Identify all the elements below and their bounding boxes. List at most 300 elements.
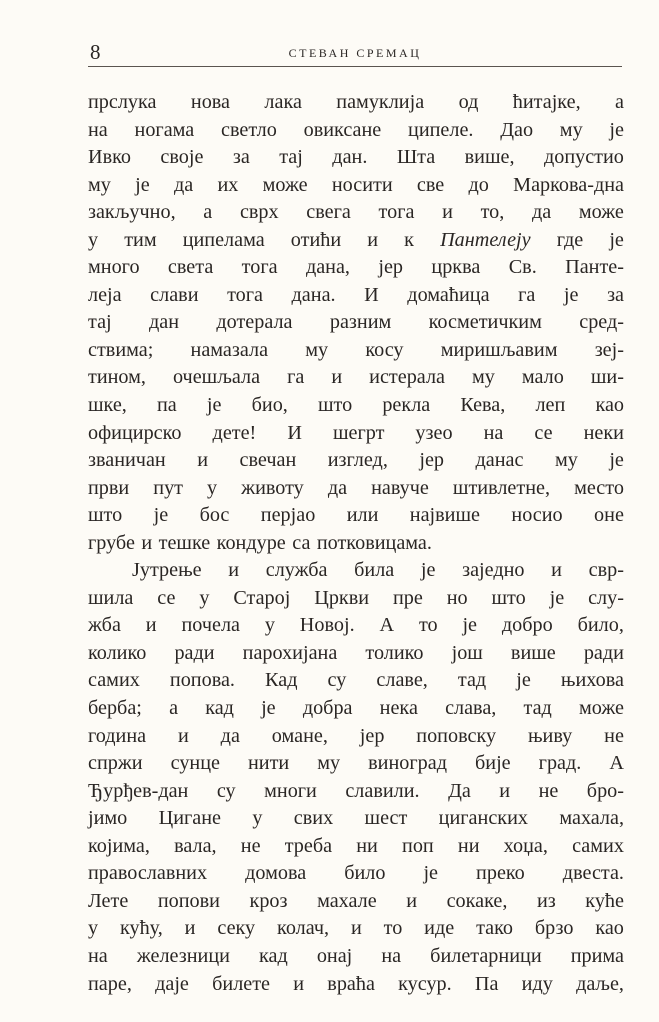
word: самих: [572, 834, 624, 857]
word: а: [615, 91, 624, 113]
word: на: [88, 944, 108, 967]
word: добро: [501, 614, 553, 637]
word: тад: [457, 669, 487, 692]
word: слава,: [445, 697, 497, 720]
word: шегрт: [332, 421, 385, 444]
word: махале: [317, 889, 377, 912]
word: на: [88, 118, 108, 141]
word: И: [364, 283, 379, 306]
word: треба: [284, 834, 333, 857]
word: двеста.: [562, 862, 624, 885]
word: Цигане: [158, 807, 222, 830]
word: домаћица: [407, 283, 490, 306]
text-line: [88, 254, 624, 282]
word: Јутрење: [132, 559, 202, 582]
word: у: [88, 917, 99, 940]
word: дана.: [291, 283, 336, 306]
word: била: [354, 559, 395, 582]
word: лака: [264, 91, 302, 113]
word: га: [287, 366, 305, 389]
text-line: [88, 723, 624, 751]
text-line: [88, 860, 624, 888]
word: су: [327, 669, 347, 692]
word: тога: [241, 256, 278, 279]
word: Кад: [265, 669, 298, 692]
word: Лете: [88, 889, 129, 912]
word: је: [549, 586, 565, 609]
word: берба;: [88, 697, 142, 720]
word: секу: [217, 917, 256, 940]
page-header: [88, 38, 622, 67]
running-head: СТЕВАН СРЕМАЦ: [288, 46, 422, 60]
word: било,: [577, 614, 624, 637]
word: тога: [378, 201, 415, 224]
word: и: [350, 917, 362, 940]
word: ни: [457, 834, 480, 857]
word: је: [261, 697, 276, 720]
word: циганских: [438, 807, 528, 830]
word: брзо: [534, 917, 574, 940]
word: памуклија: [336, 91, 425, 113]
text-line: [88, 89, 624, 117]
word: тешке: [158, 531, 211, 554]
word: ради: [583, 641, 624, 664]
word: иду: [521, 972, 553, 995]
word: га: [518, 283, 536, 306]
text-line: [88, 750, 624, 778]
word: Да: [448, 779, 471, 802]
word: као: [595, 917, 624, 940]
word: и: [499, 779, 511, 802]
word: свр-: [588, 559, 624, 582]
word: њихова: [560, 669, 624, 692]
text-line: [88, 227, 624, 255]
word: данас: [475, 449, 524, 472]
word: много: [88, 256, 140, 279]
word: то,: [480, 201, 505, 224]
word: добра: [302, 697, 353, 720]
word: на: [381, 944, 402, 967]
word: Старој: [233, 586, 291, 609]
word: дан.: [332, 146, 368, 169]
word: слу-: [588, 586, 624, 609]
text-line: [88, 640, 624, 668]
word: И: [287, 421, 302, 444]
word: јер: [419, 449, 445, 472]
word: да: [531, 201, 552, 224]
word: шест: [364, 807, 408, 830]
word: их: [217, 173, 239, 196]
word: Панте-: [565, 256, 624, 279]
word: не: [538, 779, 559, 802]
word: леја: [88, 283, 122, 306]
text-line: [88, 695, 624, 723]
body-text: [88, 89, 624, 998]
word: ши-: [590, 366, 624, 389]
word: дана,: [305, 256, 350, 279]
word: град.: [538, 752, 582, 775]
word: поп: [402, 834, 434, 857]
text-line: [88, 199, 624, 227]
word: сокаке,: [446, 889, 508, 912]
word: у: [88, 228, 99, 251]
word: сред-: [579, 311, 624, 334]
word: света: [167, 256, 214, 279]
word: Св.: [508, 256, 537, 279]
word: где: [556, 228, 584, 251]
word: први: [88, 476, 130, 499]
word: сунце: [170, 752, 220, 775]
text-line: [88, 337, 624, 365]
word: слави: [150, 283, 199, 306]
word: у: [199, 586, 210, 609]
word: разним: [329, 311, 392, 334]
word: колико: [88, 641, 147, 664]
word: Ивко: [88, 146, 131, 169]
word: или: [346, 504, 379, 527]
word: намазала: [190, 338, 269, 361]
word: узео: [415, 421, 453, 444]
word: ципеле.: [408, 118, 474, 141]
text-line: [88, 612, 624, 640]
text-line: [88, 971, 624, 999]
word: па: [157, 394, 177, 417]
word: светло: [221, 118, 277, 141]
word: тако: [476, 917, 513, 940]
word: још: [451, 641, 483, 664]
word: прслука: [88, 91, 157, 113]
word: се: [157, 586, 176, 609]
word: може: [578, 201, 624, 224]
word: му: [305, 338, 329, 361]
word: место: [574, 476, 624, 499]
word: и: [293, 972, 305, 995]
word: штивлетне,: [452, 476, 551, 499]
word: свих: [293, 807, 334, 830]
text-line: [88, 282, 624, 310]
word: к: [404, 228, 414, 251]
word: бро-: [586, 779, 624, 802]
word: је: [462, 614, 478, 637]
word: је: [516, 669, 531, 692]
word: Шта: [396, 146, 436, 169]
word: и: [145, 614, 157, 637]
word: оне: [594, 504, 624, 527]
word: и: [197, 449, 209, 472]
word: попова.: [169, 669, 235, 692]
word: враћа: [327, 972, 375, 995]
word: очешљала: [172, 366, 261, 389]
text-line: [88, 943, 624, 971]
text-line: [88, 915, 624, 943]
word: иде: [424, 917, 455, 940]
text-line: [88, 888, 624, 916]
word: дан: [148, 311, 180, 334]
word: може: [578, 697, 624, 720]
word: шила: [88, 586, 134, 609]
word: а: [169, 697, 179, 720]
word: дете!: [212, 421, 257, 444]
word: у: [252, 807, 263, 830]
page-number: 8: [90, 40, 101, 64]
word: и: [367, 228, 379, 251]
word: му: [472, 366, 495, 389]
word: кусур.: [398, 972, 452, 995]
word: прима: [570, 944, 624, 967]
word: не: [240, 834, 261, 857]
word: домова: [245, 862, 307, 885]
word: служба: [265, 559, 328, 582]
word: миришљавим: [440, 338, 558, 361]
word: јер: [359, 724, 385, 747]
word: тином,: [88, 366, 146, 389]
word: косметичким: [428, 311, 542, 334]
word: тај: [88, 311, 112, 334]
word: но: [446, 586, 468, 609]
word: су: [216, 779, 236, 802]
word: а: [203, 201, 213, 224]
word: пре: [392, 586, 423, 609]
text-line: [88, 585, 624, 613]
word: официрско: [88, 421, 182, 444]
word: је: [563, 283, 579, 306]
word: за: [232, 146, 250, 169]
word: тај: [279, 146, 303, 169]
word: од: [458, 91, 479, 113]
word: паре,: [88, 972, 132, 995]
text-line: [88, 447, 624, 475]
word: у: [207, 476, 218, 499]
word: потковицама.: [316, 531, 432, 554]
word: било: [344, 862, 386, 885]
word: ствима;: [88, 338, 154, 361]
word: изглед,: [327, 449, 388, 472]
word: му: [554, 449, 578, 472]
word: којима,: [88, 834, 150, 857]
word: до: [468, 173, 489, 196]
text-line: [88, 557, 624, 585]
word: за: [607, 283, 624, 306]
word: је: [609, 228, 624, 251]
word: почела: [181, 614, 240, 637]
word: да: [173, 173, 194, 196]
word: Кева,: [460, 394, 506, 417]
word: је: [420, 559, 436, 582]
word: А: [609, 752, 624, 775]
word: носио: [511, 504, 563, 527]
word: и: [184, 917, 196, 940]
word: омане,: [271, 724, 328, 747]
word: билетарници: [430, 944, 542, 967]
word: Цркви: [314, 586, 370, 609]
word: виноград: [368, 752, 447, 775]
word: славили.: [345, 779, 420, 802]
word: кад: [205, 697, 234, 720]
word: ципелама: [182, 228, 265, 251]
word: махала,: [559, 807, 624, 830]
word: и: [406, 889, 418, 912]
word: нова: [190, 91, 231, 113]
word: тога: [227, 283, 263, 306]
word: све: [416, 173, 445, 196]
word: колач,: [277, 917, 330, 940]
word: тад: [523, 697, 552, 720]
word: шке,: [88, 394, 127, 417]
word: је: [609, 449, 624, 472]
word: овиксане: [303, 118, 382, 141]
word: куће: [585, 889, 624, 912]
word: је: [423, 862, 439, 885]
word: спржи: [88, 752, 143, 775]
word: највише: [409, 504, 480, 527]
word: самих: [88, 669, 140, 692]
word: толико: [365, 641, 424, 664]
word: из: [536, 889, 556, 912]
word: косу: [365, 338, 404, 361]
word: железници: [136, 944, 230, 967]
word: је: [153, 504, 169, 527]
word: неки: [583, 421, 624, 444]
word: и: [331, 366, 343, 389]
text-line: [88, 420, 624, 448]
word: пут: [153, 476, 183, 499]
word: као: [595, 394, 624, 417]
word: са: [292, 531, 311, 554]
word: и: [551, 559, 562, 582]
word: Пантелеју: [440, 228, 531, 251]
text-line: [88, 805, 624, 833]
word: мало: [521, 366, 564, 389]
word: што: [88, 504, 123, 527]
word: може: [262, 173, 308, 196]
word: црква: [431, 256, 481, 279]
word: кроз: [249, 889, 288, 912]
word: даље,: [576, 972, 624, 995]
word: кад: [259, 944, 288, 967]
text-line: [88, 530, 624, 558]
word: животу: [241, 476, 304, 499]
text-line: [88, 833, 624, 861]
word: био,: [251, 394, 288, 417]
word: свечан: [239, 449, 297, 472]
text-line: [88, 778, 624, 806]
word: отићи: [290, 228, 342, 251]
word: своје: [160, 146, 204, 169]
word: му: [317, 752, 341, 775]
word: то: [383, 917, 403, 940]
word: славе,: [376, 669, 428, 692]
word: свега: [306, 201, 351, 224]
word: је: [135, 173, 150, 196]
word: А: [379, 614, 395, 637]
word: Дао: [500, 118, 534, 141]
word: сврх: [239, 201, 279, 224]
word: Ђурђев-дан: [88, 779, 189, 802]
text-line: [88, 144, 624, 172]
word: јер: [378, 256, 404, 279]
word: је: [609, 118, 624, 141]
word: кућу,: [119, 917, 163, 940]
text-line: [88, 475, 624, 503]
word: закључно,: [88, 201, 176, 224]
word: и: [228, 559, 240, 582]
word: кондуре: [216, 531, 286, 554]
word: да: [220, 724, 240, 747]
word: ногама: [134, 118, 195, 141]
text-line: [88, 309, 624, 337]
word: истерала: [369, 366, 445, 389]
word: поповску: [416, 724, 497, 747]
word: њиву: [527, 724, 573, 747]
word: ради: [174, 641, 215, 664]
word: и: [178, 724, 189, 747]
text-line: [88, 117, 624, 145]
word: многи: [264, 779, 317, 802]
word: хоџа,: [503, 834, 548, 857]
word: се: [534, 421, 553, 444]
word: рекла: [382, 394, 431, 417]
word: онај: [316, 944, 353, 967]
word: ћитајке,: [512, 91, 581, 113]
word: више: [510, 641, 556, 664]
word: Маркова-дна: [513, 173, 624, 196]
word: нека: [379, 697, 418, 720]
word: жба: [88, 614, 121, 637]
word: леп: [535, 394, 566, 417]
word: званичан: [88, 449, 166, 472]
word: бије: [475, 752, 511, 775]
word: у: [264, 614, 275, 637]
word: му: [88, 173, 111, 196]
word: допустио: [543, 146, 624, 169]
word: и: [442, 201, 453, 224]
word: више,: [464, 146, 515, 169]
word: тим: [124, 228, 157, 251]
word: православних: [88, 862, 208, 885]
word: је: [206, 394, 222, 417]
word: билете: [212, 972, 271, 995]
word: носити: [331, 173, 393, 196]
word: то: [418, 614, 438, 637]
word: даје: [155, 972, 189, 995]
text-line: [88, 502, 624, 530]
word: преко: [476, 862, 525, 885]
text-line: [88, 364, 624, 392]
word: вала,: [174, 834, 217, 857]
word: да: [327, 476, 348, 499]
text-line: [88, 392, 624, 420]
word: што: [317, 394, 353, 417]
word: бос: [199, 504, 230, 527]
text-line: [88, 667, 624, 695]
word: што: [491, 586, 526, 609]
word: Новој.: [299, 614, 355, 637]
text-line: [88, 172, 624, 200]
word: навуче: [371, 476, 429, 499]
word: не: [604, 724, 624, 747]
word: попови: [157, 889, 220, 912]
word: зеј-: [594, 338, 624, 361]
word: дотерала: [216, 311, 293, 334]
word: му: [559, 118, 583, 141]
word: на: [483, 421, 504, 444]
word: заједно: [462, 559, 525, 582]
word: година: [88, 724, 147, 747]
word: и: [141, 531, 153, 554]
word: ни: [356, 834, 378, 857]
word: перјао: [260, 504, 316, 527]
word: јимо: [88, 807, 128, 830]
